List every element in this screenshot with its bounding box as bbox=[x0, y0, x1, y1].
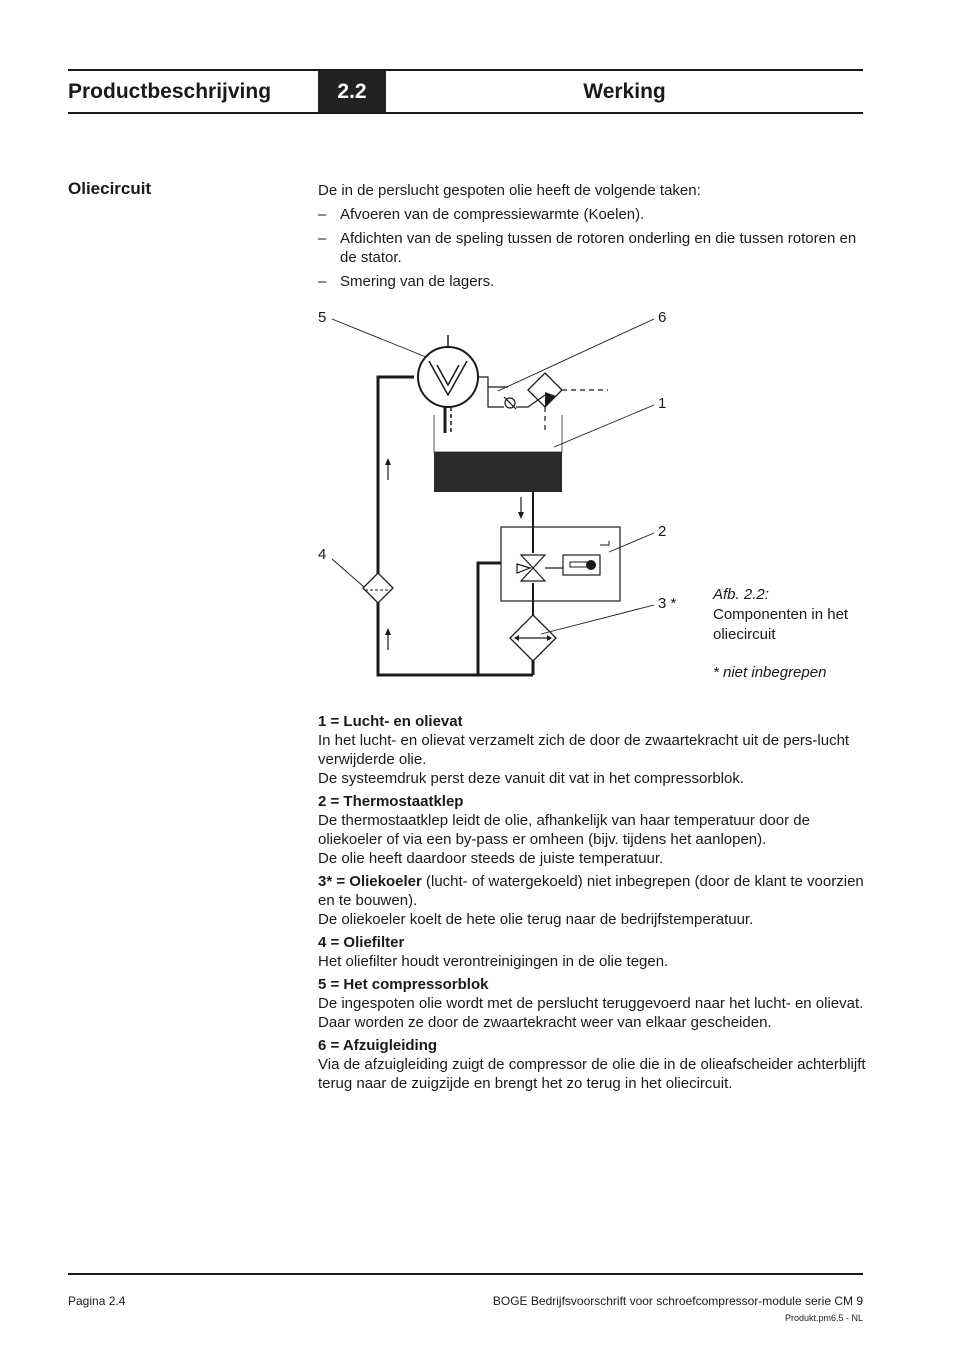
header-top-rule bbox=[68, 69, 863, 71]
task-item: – Afdichten van de speling tussen de rotoren onderling en die tussen rotoren en de stator. bbox=[318, 230, 857, 266]
thermostatic-valve-icon bbox=[501, 527, 620, 601]
page-number: Pagina 2.4 bbox=[68, 1294, 126, 1308]
diagram-label-4: 4 bbox=[318, 546, 327, 563]
diagram-label-6: 6 bbox=[658, 309, 667, 326]
component-title: 3* = Oliekoeler bbox=[318, 873, 422, 890]
diagram-label-2: 2 bbox=[658, 523, 667, 540]
diagram-label-3: 3 * bbox=[658, 595, 677, 612]
side-heading: Oliecircuit bbox=[68, 179, 152, 198]
file-code: Produkt.pm6.5 - NL bbox=[784, 1313, 863, 1323]
task-item: – Afvoeren van de compressiewarmte (Koelen). bbox=[318, 206, 645, 223]
compressor-block-icon bbox=[418, 335, 478, 433]
diagram-label-1: 1 bbox=[658, 395, 667, 412]
component-title: 1 = Lucht- en olievat bbox=[318, 713, 463, 730]
component-item: 1 = Lucht- en olievat In het lucht- en olievat verzamelt zich de door de zwaartekracht uit de pers-lucht verwijderde olie. De systeemdruk perst deze vanuit dit vat in het compressorblok. bbox=[318, 713, 850, 787]
diagram-label-5: 5 bbox=[318, 309, 327, 326]
figure-number: Afb. 2.2: bbox=[713, 586, 769, 603]
component-title: 6 = Afzuigleiding bbox=[318, 1037, 438, 1054]
footer-rule bbox=[68, 1273, 863, 1275]
dash: – bbox=[318, 273, 327, 290]
oil-filter-icon bbox=[363, 573, 393, 603]
component-item: 2 = Thermostaatklep De thermostaatklep leidt de olie, afhankelijk van haar temperatuur door de oliekoeler of via een by-pass er omheen (bijv. tijdens het aanlopen). De olie heeft daardoor steeds de juiste temperatuur. bbox=[318, 793, 810, 867]
component-item: 4 = Oliefilter Het oliefilter houdt verontreinigingen in de olie tegen. bbox=[318, 934, 669, 970]
component-descriptions bbox=[318, 712, 866, 1097]
task-list bbox=[318, 205, 863, 291]
air-oil-vessel-icon bbox=[434, 415, 562, 492]
section-number-badge: 2.2 bbox=[318, 71, 386, 112]
component-item: 6 = Afzuigleiding Via de afzuigleiding zuigt de compressor de olie die in de olieafscheider achterblijft terug naar de zuigzijde en brengt het zo terug in het oliecircuit. bbox=[318, 1037, 866, 1092]
task-item: – Smering van de lagers. bbox=[318, 273, 495, 290]
oil-circuit-diagram bbox=[318, 305, 688, 705]
dash: – bbox=[318, 206, 327, 223]
dash: – bbox=[318, 230, 327, 247]
component-item: 5 = Het compressorblok De ingespoten olie wordt met de perslucht teruggevoerd naar het lucht- en olievat. Daar worden ze door de zwaartekracht weer van elkaar gescheiden. bbox=[318, 976, 864, 1031]
intro-lead: De in de perslucht gespoten olie heeft de volgende taken: bbox=[318, 182, 701, 199]
chapter-title: Productbeschrijving bbox=[68, 80, 272, 103]
figure-note: * niet inbegrepen bbox=[713, 664, 827, 681]
section-title: Werking bbox=[583, 80, 666, 103]
oil-pipe-loop bbox=[378, 377, 533, 675]
suction-line bbox=[478, 377, 545, 409]
component-item: 3* = Oliekoeler (lucht- of watergekoeld) niet inbegrepen (door de klant te voorzien en te bouwen). De oliekoeler koelt de hete olie terug naar de bedrijfstemperatuur. bbox=[318, 873, 864, 928]
component-title: 4 = Oliefilter bbox=[318, 934, 405, 951]
oil-cooler-icon bbox=[510, 615, 556, 661]
component-title: 5 = Het compressorblok bbox=[318, 976, 489, 993]
document-title: BOGE Bedrijfsvoorschrift voor schroefcompressor-module serie CM 9 bbox=[492, 1294, 863, 1308]
header-bottom-rule bbox=[68, 112, 863, 114]
figure-caption bbox=[713, 585, 873, 683]
figure-text: Componenten in het oliecircuit bbox=[713, 606, 849, 643]
intro-text bbox=[318, 181, 863, 296]
component-title: 2 = Thermostaatklep bbox=[318, 793, 464, 810]
oil-separator-icon bbox=[528, 373, 608, 433]
